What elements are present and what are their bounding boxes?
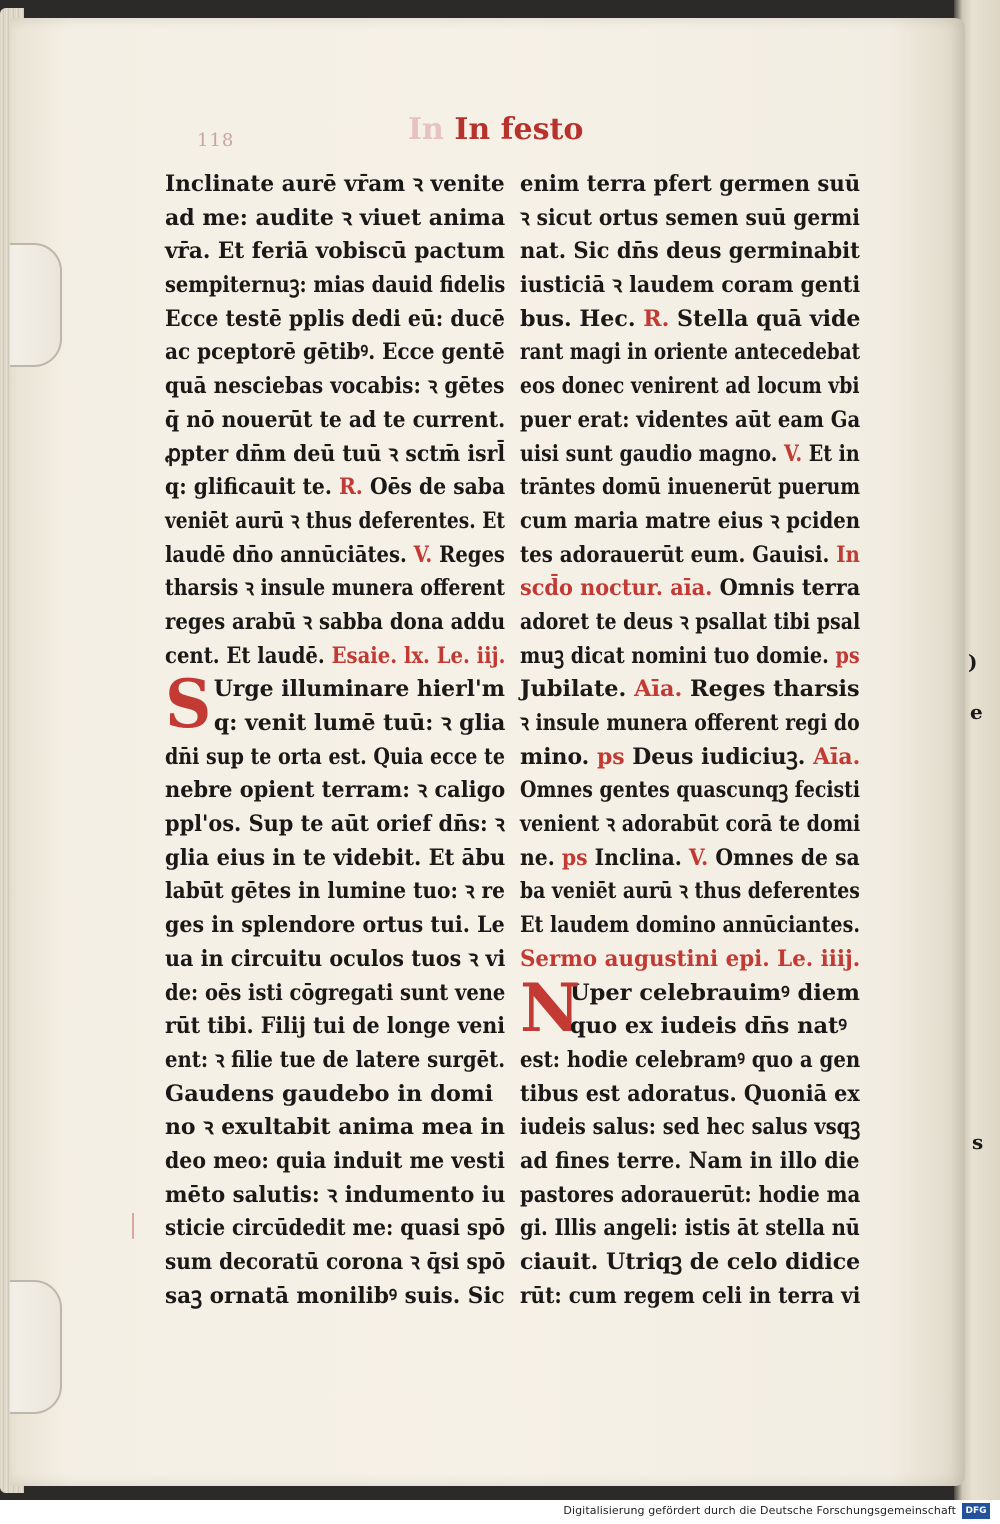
text-line: [165, 741, 505, 775]
body-text: ua in circuitu oculos tuos ꝛ vi: [165, 945, 506, 972]
text-line: [165, 1212, 506, 1246]
text-line: [165, 977, 506, 1011]
body-text: ꝓpter dn̄m deū tuū ꝛ sctm̄ isrl̄: [165, 440, 506, 467]
text-line: [520, 1010, 860, 1044]
body-text: nebre opient terram: ꝛ caligo: [165, 777, 506, 804]
text-line: [520, 269, 861, 303]
text-line: [165, 168, 505, 202]
text-line: [165, 774, 506, 808]
body-text: eos donec venirent ad locum vbi: [520, 373, 860, 400]
body-text: Oēs de saba: [362, 474, 506, 501]
text-line: [520, 808, 861, 842]
text-line: [520, 640, 860, 674]
body-text: saꝫ ornatā monilibꝰ suis. Sic: [165, 1282, 505, 1309]
body-text: quā nesciebas vocabis: ꝛ gētes: [165, 373, 505, 400]
text-line: [520, 404, 861, 438]
body-text: trāntes domū inuenerūt puerum: [520, 474, 861, 501]
facing-page-fragment: e: [970, 700, 983, 724]
body-text: veniēt aurū ꝛ thus deferentes. Et: [165, 507, 505, 534]
text-line: [520, 741, 861, 775]
text-line: [520, 707, 860, 741]
body-text: rūt: cum regem celi in terra vi: [520, 1282, 861, 1309]
body-text: Omnis terra: [712, 575, 861, 602]
text-line: [165, 943, 506, 977]
text-line: [520, 1179, 861, 1213]
text-line: [165, 808, 505, 842]
text-line: [520, 505, 861, 539]
rubric-text: R.: [643, 305, 670, 332]
body-text: uisi sunt gaudio magno.: [520, 440, 785, 467]
text-line: [165, 539, 505, 573]
text-line: [165, 1145, 505, 1179]
footer-bar: [0, 1500, 1000, 1524]
body-text: cum maria matre eius ꝛ pciden: [520, 507, 861, 534]
text-line: [520, 1212, 860, 1246]
text-line: [165, 336, 505, 370]
text-line: [520, 842, 860, 876]
body-text: tharsis ꝛ insule munera offerent: [165, 575, 506, 602]
body-text: dn̄i sup te orta est. Quia ecce te: [165, 743, 505, 770]
body-text: adoret te deus ꝛ psallat tibi psal: [520, 608, 861, 635]
footer-credit: Digitalisierung gefördert durch die Deutsche Forschungsgemeinschaft: [563, 1504, 956, 1517]
rubric-text: ps: [596, 743, 625, 770]
body-text: pastores adorauerūt: hodie ma: [520, 1181, 861, 1208]
text-line: [165, 606, 506, 640]
body-text: Et laudem domino annūciantes.: [520, 912, 860, 939]
running-head-faded: In: [408, 112, 444, 147]
body-text: ꝛ insule munera offerent regi do: [520, 710, 860, 736]
body-text: ent: ꝛ filie tue de latere surgēt.: [165, 1046, 506, 1073]
text-line: [165, 572, 506, 606]
text-line: [520, 1246, 861, 1280]
body-text: de: oēs isti cōgregati sunt vene: [165, 979, 506, 1006]
body-text: enim terra pfert germen suū: [520, 171, 861, 197]
body-text: nat. Sic dn̄s deus germinabit: [520, 238, 860, 265]
body-text: Reges: [432, 541, 505, 568]
rubric-text: Aīa.: [634, 676, 683, 703]
body-text: ba veniēt aurū ꝛ thus deferentes: [520, 878, 860, 905]
body-text: ppl'os. Sup te aūt orief dn̄s: ꝛ: [165, 811, 505, 838]
text-line: [165, 1246, 506, 1280]
binding-clip-top: [10, 243, 62, 367]
rubric-text: V.: [413, 541, 433, 568]
rubric-text: Aīa.: [813, 743, 861, 770]
body-text: ciauit. Utriqꝫ de celo didice: [520, 1249, 861, 1275]
body-text: Ecce testē pplis dedi eū: ducē: [165, 305, 505, 332]
body-text: ꝛ sicut ortus semen suū germi: [520, 204, 860, 231]
text-line: [165, 1044, 506, 1078]
rubric-text: V.: [784, 440, 803, 467]
text-line: [520, 370, 860, 404]
body-text: est: hodie celebramꝰ quo a gen: [520, 1046, 861, 1073]
body-text: Gaudens gaudebo in domi: [165, 1080, 494, 1107]
body-text: Stella quā vide: [669, 305, 861, 332]
text-line: [520, 606, 861, 640]
text-line: [520, 539, 860, 573]
left-text-column: [165, 168, 505, 1313]
text-line: [165, 202, 506, 236]
body-text: no ꝛ exultabit anima mea in: [165, 1114, 505, 1141]
running-head: [408, 112, 583, 147]
text-line: [165, 875, 505, 909]
text-line: [520, 774, 861, 808]
text-line: [520, 168, 861, 202]
text-line: [520, 1145, 860, 1179]
body-text: quo ex iudeis dn̄s natꝰ: [570, 1013, 848, 1040]
rubric-text: ps: [835, 642, 860, 669]
text-line: [165, 1280, 505, 1314]
body-text: muꝫ dicat nomini tuo domie.: [520, 642, 836, 669]
body-text: tes adorauerūt eum. Gauisi.: [520, 541, 837, 568]
body-text: vr̄a. Et feriā vobiscū pactum: [165, 238, 505, 265]
body-text: ad me: audite ꝛ viuet anima: [165, 204, 506, 231]
text-line: [165, 1111, 505, 1145]
body-text: Et in: [802, 440, 860, 467]
text-line: [165, 370, 505, 404]
text-line: [520, 235, 860, 269]
body-text: puer erat: videntes aūt eam Ga: [520, 406, 861, 433]
text-line: [520, 471, 861, 505]
rubric-text: V.: [688, 844, 709, 871]
body-text: laudē dn̄o annūciātes.: [165, 541, 414, 568]
body-text: bus. Hec.: [520, 305, 644, 332]
rubric-text: In: [836, 541, 860, 568]
text-line: [520, 1078, 860, 1112]
folio-number: 118: [197, 130, 235, 151]
text-line: [165, 438, 506, 472]
right-text-column: [520, 168, 860, 1313]
body-text: mēto salutis: ꝛ indumento iu: [165, 1181, 506, 1208]
body-text: deo meo: quia induit me vesti: [165, 1147, 505, 1174]
text-line: [165, 505, 505, 539]
text-line: [165, 1078, 505, 1112]
body-text: iusticiā ꝛ laudem coram genti: [520, 272, 861, 299]
body-text: glia eius in te videbit. Et ābu: [165, 844, 506, 871]
text-line: [165, 269, 506, 303]
body-text: cent. Et laudē.: [165, 642, 332, 669]
body-text: sempiternuꝫ: mias dauid fidelis: [165, 272, 506, 299]
facing-page-fragment: s: [972, 1130, 984, 1154]
body-text: labūt gētes in lumine tuo: ꝛ re: [165, 878, 505, 905]
text-line: [520, 303, 861, 337]
text-line: [520, 1111, 861, 1145]
body-text: q: glificauit te.: [165, 474, 339, 501]
text-line: [165, 1010, 505, 1044]
binding-clip-bottom: [10, 1280, 62, 1414]
body-text: venient ꝛ adorabūt corā te domi: [520, 811, 861, 838]
text-line: [520, 673, 858, 707]
body-text: Urge illuminare hierl'm: [213, 676, 505, 703]
text-line: [520, 572, 861, 606]
dfg-logo: DFG: [962, 1503, 990, 1519]
body-text: q: venit lumē tuū: ꝛ glia: [213, 710, 506, 736]
body-text: gi. Illis angeli: istis āt stella nū: [520, 1215, 860, 1242]
text-line: [165, 909, 505, 943]
text-line: [165, 404, 506, 438]
rubricated-initial: S: [165, 665, 212, 744]
body-text: Jubilate.: [520, 676, 635, 703]
body-text: Omnes gentes quascunqꝫ fecisti: [520, 777, 861, 804]
body-text: Inclinate aurē vr̄am ꝛ venite: [165, 171, 505, 197]
body-text: Omnes de sa: [708, 844, 860, 871]
facing-page-fragment: ): [968, 650, 978, 674]
text-line: [520, 438, 860, 472]
body-text: ne.: [520, 844, 562, 871]
body-text: rūt tibi. Filij tui de longe veni: [165, 1013, 505, 1040]
text-line: [165, 842, 506, 876]
body-text: Inclina.: [587, 844, 689, 871]
body-text: mino.: [520, 743, 597, 770]
text-line: [165, 707, 506, 741]
body-text: ges in splendore ortus tui. Le: [165, 912, 505, 939]
body-text: sticie circūdedit me: quasi spō: [165, 1215, 506, 1242]
rubric-text: Esaie. lx. Le. iij.: [331, 642, 506, 669]
body-text: reges arabū ꝛ sabba dona addu: [165, 608, 506, 635]
text-line: [520, 875, 860, 909]
margin-red-mark: [132, 1213, 134, 1239]
body-text: rant magi in oriente antecedebat: [520, 339, 861, 366]
text-line: [520, 1280, 861, 1314]
text-line: [520, 202, 860, 236]
body-text: q̄ nō nouerūt te ad te current.: [165, 406, 506, 433]
rubric-text: ps: [561, 844, 588, 871]
body-text: iudeis salus: sed hec salus vsqꝫ: [520, 1114, 861, 1141]
rubric-text: scd̄o noctur. aīa.: [520, 575, 713, 602]
rubric-text: Sermo augustini epi. Le. iiij.: [520, 945, 861, 972]
body-text: ac pceptorē gētibꝰ. Ecce gentē: [165, 339, 505, 366]
body-text: Deus iudiciuꝫ.: [624, 743, 814, 770]
running-head-text: In festo: [454, 112, 584, 147]
rubricated-initial: N: [520, 968, 581, 1047]
body-text: ad fines terre. Nam in illo die: [520, 1147, 860, 1174]
text-line: [520, 336, 861, 370]
rubric-text: R.: [338, 474, 363, 501]
text-line: [520, 1044, 861, 1078]
text-line: [165, 303, 505, 337]
body-text: Reges tharsis: [682, 676, 860, 703]
body-text: Uper celebrauimꝰ diem: [570, 979, 860, 1006]
text-line: [520, 909, 860, 943]
body-text: tibus est adoratus. Quoniā ex: [520, 1080, 860, 1107]
text-line: [165, 471, 506, 505]
body-text: sum decoratū corona ꝛ q̄si spō: [165, 1249, 506, 1275]
text-line: [165, 1179, 506, 1213]
text-line: [165, 235, 505, 269]
